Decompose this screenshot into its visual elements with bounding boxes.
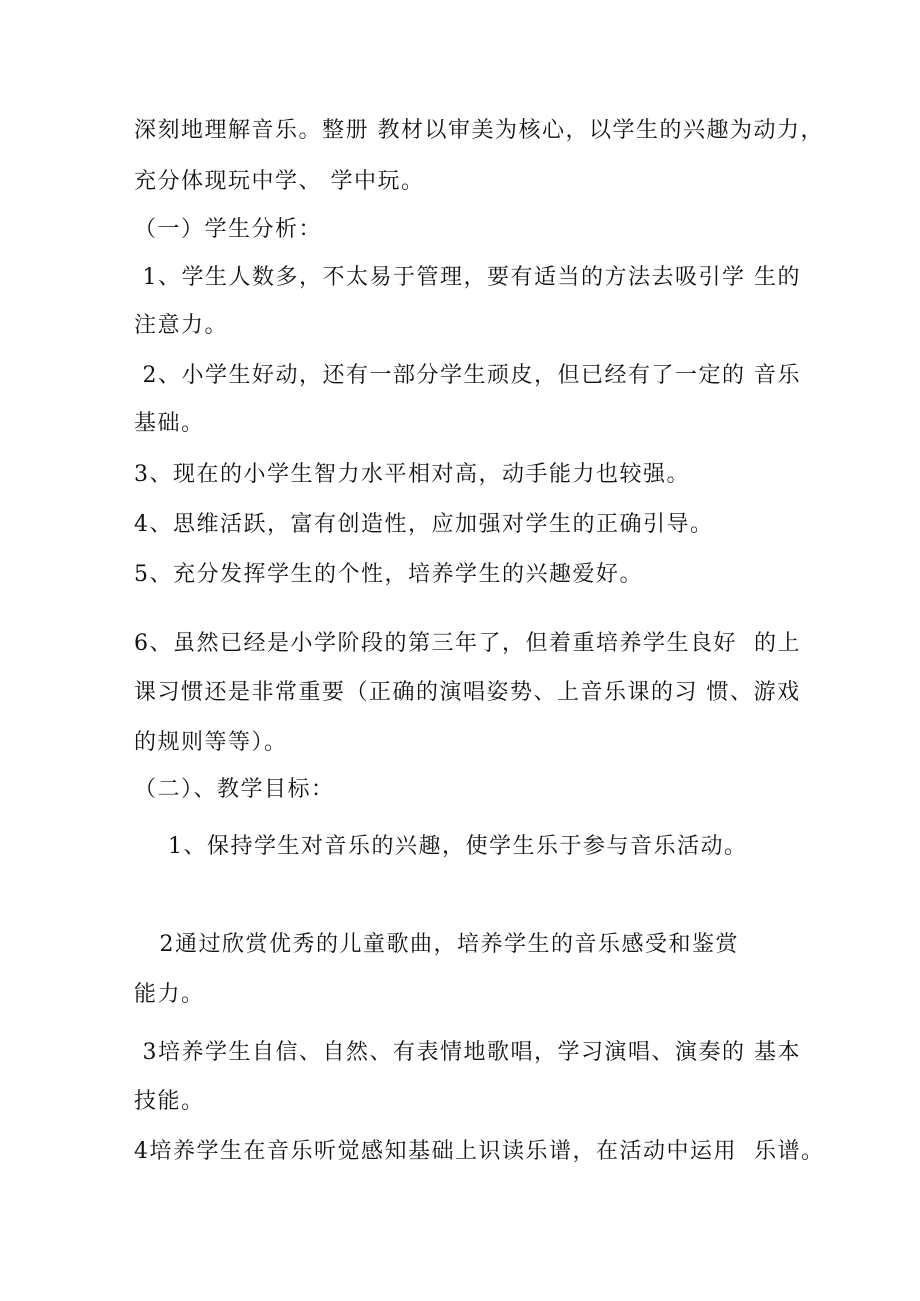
text-line-12: 课习惯还是非常重要（正确的演唱姿势、上音乐课的习 惯、游戏 <box>134 680 801 705</box>
text-line-17: 能力。 <box>134 982 205 1007</box>
text-line-19: 技能。 <box>134 1089 205 1114</box>
text-line-13: 的规则等等）。 <box>134 730 288 755</box>
text-line-11: 6、虽然已经是小学阶段的第三年了，但着重培养学生良好 的上 <box>134 631 801 656</box>
text-line-10: 5、充分发挥学生的个性，培养学生的兴趣爱好。 <box>134 562 643 587</box>
text-line-16: 2通过欣赏优秀的儿童歌曲，培养学生的音乐感受和鉴赏 <box>134 932 739 957</box>
text-line-5: 注意力。 <box>134 313 229 338</box>
text-line-2: 充分体现玩中学、 学中玩。 <box>134 169 425 194</box>
text-line-4: 1、学生人数多，不太易于管理，要有适当的方法去吸引学 生的 <box>134 265 801 290</box>
text-line-6: 2、小学生好动，还有一部分学生顽皮，但已经有了一定的 音乐 <box>134 363 801 388</box>
text-line-8: 3、现在的小学生智力水平相对高，动手能力也较强。 <box>134 462 690 487</box>
text-line-9: 4、思维活跃，富有创造性，应加强对学生的正确引导。 <box>134 512 714 537</box>
text-line-18: 3培养学生自信、自然、有表情地歌唱，学习演唱、演奏的 基本 <box>134 1040 801 1065</box>
section-heading-student-analysis: （一）学生分析： <box>134 217 323 242</box>
text-line-20: 4培养学生在音乐听觉感知基础上识读乐谱，在活动中运用 乐谱。 <box>134 1139 825 1164</box>
section-heading-teaching-goals: （二）、教学目标： <box>134 777 335 802</box>
text-line-1: 深刻地理解音乐。整册 教材以审美为核心，以学生的兴趣为动力， <box>134 118 824 143</box>
text-line-7: 基础。 <box>134 411 205 436</box>
text-line-15: 1、保持学生对音乐的兴趣，使学生乐于参与音乐活动。 <box>134 834 748 859</box>
